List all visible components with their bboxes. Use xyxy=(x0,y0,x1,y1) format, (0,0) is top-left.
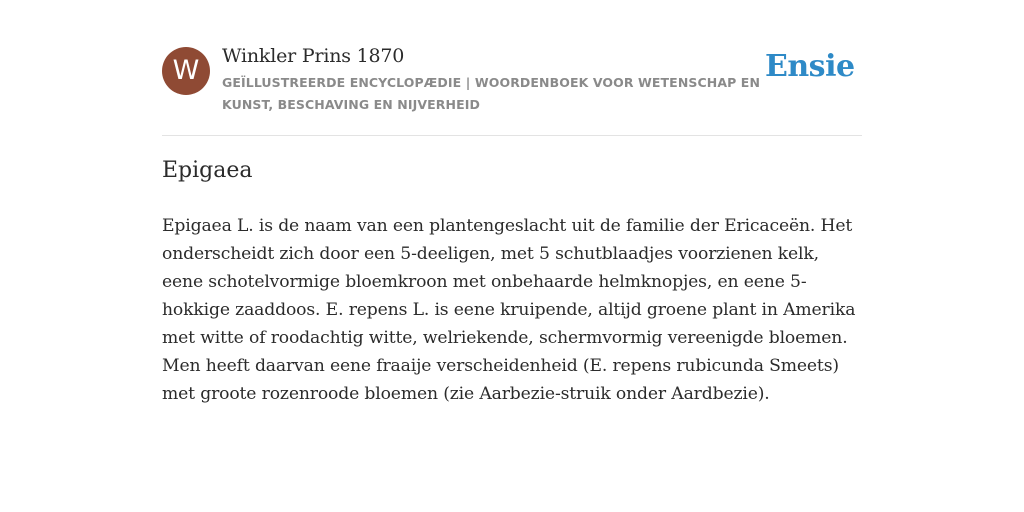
source-subtitle: GEÏLLUSTREERDE ENCYCLOPÆDIE | WOORDENBOEK VOOR WETENSCHAP EN KUNST, BESCHAVING EN NIJVERHEID xyxy=(222,75,761,112)
entry-title: Epigaea xyxy=(162,158,253,183)
source-header xyxy=(162,45,862,135)
ensie-logo[interactable]: Ensie xyxy=(765,49,855,84)
header-divider xyxy=(162,135,862,136)
source-avatar[interactable]: W xyxy=(162,47,210,95)
source-title[interactable]: Winkler Prins 1870 xyxy=(222,45,405,67)
entry-body: Epigaea L. is de naam van een plantengeslacht uit de familie der Ericaceën. Het onderscheidt zich door een 5-deeligen, met 5 schutblaadjes voorzienen kelk, eene schotelvormige bloemkroon met onbehaarde helmknopjes, en eene 5-hokkige zaaddoos. E. repens L. is eene kruipende, altijd groene plant in Amerika met witte of roodachtig witte, welriekende, schermvormig vereenigde bloemen. Men heeft daarvan eene fraaije verscheidenheid (E. repens rubicunda Smeets) met groote rozenroode bloemen (zie Aarbezie-struik onder Aardbezie). xyxy=(162,216,856,404)
